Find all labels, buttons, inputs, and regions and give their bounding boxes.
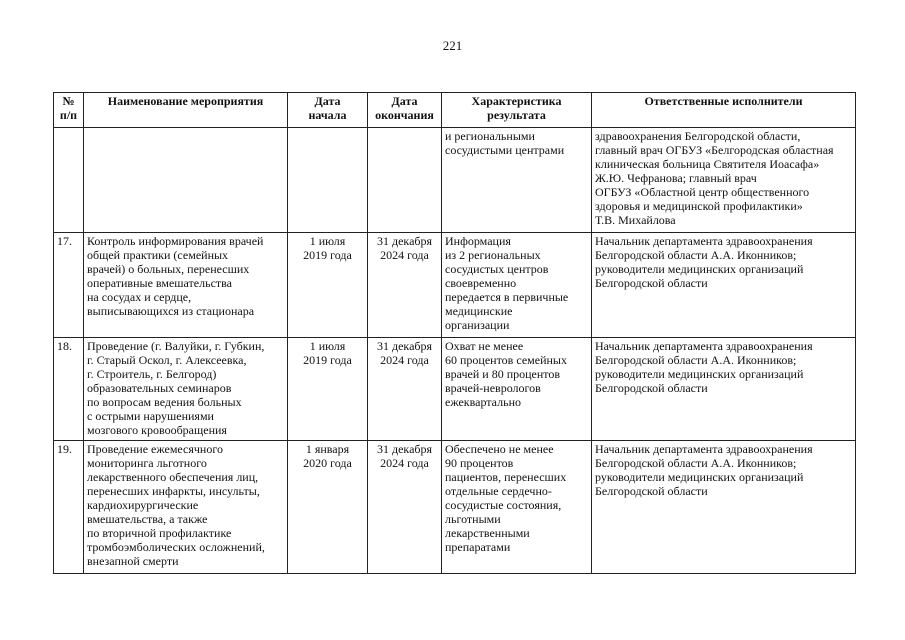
header-result: Характеристика результата (442, 93, 592, 128)
cell-name (84, 128, 288, 233)
cell-result: Обеспечено не менее 90 процентов пациентов, перенесших отдельные сердечно- сосудистые состояния, льготными лекарственными препаратами (442, 441, 592, 574)
cell-start-date: 1 июля 2019 года (288, 338, 368, 441)
cell-result: Охват не менее 60 процентов семейных врачей и 80 процентов врачей-неврологов ежеквартально (442, 338, 592, 441)
cell-num: 17. (54, 233, 84, 338)
header-start-date: Дата начала (288, 93, 368, 128)
table-row (54, 338, 856, 441)
cell-responsible: Начальник департамента здравоохранения Белгородской области А.А. Иконников; руководители медицинских организаций Белгородской области (592, 338, 856, 441)
cell-num: 18. (54, 338, 84, 441)
cell-start-date: 1 января 2020 года (288, 441, 368, 574)
table-row (54, 233, 856, 338)
header-name: Наименование мероприятия (84, 93, 288, 128)
cell-result: и региональными сосудистыми центрами (442, 128, 592, 233)
cell-end-date: 31 декабря 2024 года (368, 441, 442, 574)
page-number: 221 (442, 38, 463, 53)
measures-table (53, 92, 856, 574)
cell-responsible: Начальник департамента здравоохранения Белгородской области А.А. Иконников; руководители медицинских организаций Белгородской области (592, 233, 856, 338)
header-num: № п/п (54, 93, 84, 128)
cell-num (54, 128, 84, 233)
header-responsible: Ответственные исполнители (592, 93, 856, 128)
cell-name: Проведение ежемесячного мониторинга льготного лекарственного обеспечения лиц, перенесших инфаркты, инсульты, кардиохирургические вмешательства, а также по вторичной профилактике тромбоэмболических осложнений, внезапной смерти (84, 441, 288, 574)
cell-name: Проведение (г. Валуйки, г. Губкин, г. Старый Оскол, г. Алексеевка, г. Строитель, г. Белгород) образовательных семинаров по вопросам ведения больных с острыми нарушениями мозгового кровообращения (84, 338, 288, 441)
table-header-row (54, 93, 856, 128)
cell-start-date (288, 128, 368, 233)
table-row (54, 441, 856, 574)
cell-num: 19. (54, 441, 84, 574)
cell-result: Информация из 2 региональных сосудистых центров своевременно передается в первичные медицинские организации (442, 233, 592, 338)
cell-name: Контроль информирования врачей общей практики (семейных врачей) о больных, перенесших оперативные вмешательства на сосудах и сердце, выписывающихся из стационара (84, 233, 288, 338)
header-end-date: Дата окончания (368, 93, 442, 128)
cell-end-date: 31 декабря 2024 года (368, 338, 442, 441)
cell-end-date (368, 128, 442, 233)
table-row (54, 128, 856, 233)
cell-responsible: Начальник департамента здравоохранения Белгородской области А.А. Иконников; руководители медицинских организаций Белгородской области (592, 441, 856, 574)
cell-responsible: здравоохранения Белгородской области, главный врач ОГБУЗ «Белгородская областная клиническая больница Святителя Иоасафа» Ж.Ю. Чефранова; главный врач ОГБУЗ «Областной центр общественного здоровья и медицинской профилактики» Т.В. Михайлова (592, 128, 856, 233)
cell-start-date: 1 июля 2019 года (288, 233, 368, 338)
cell-end-date: 31 декабря 2024 года (368, 233, 442, 338)
